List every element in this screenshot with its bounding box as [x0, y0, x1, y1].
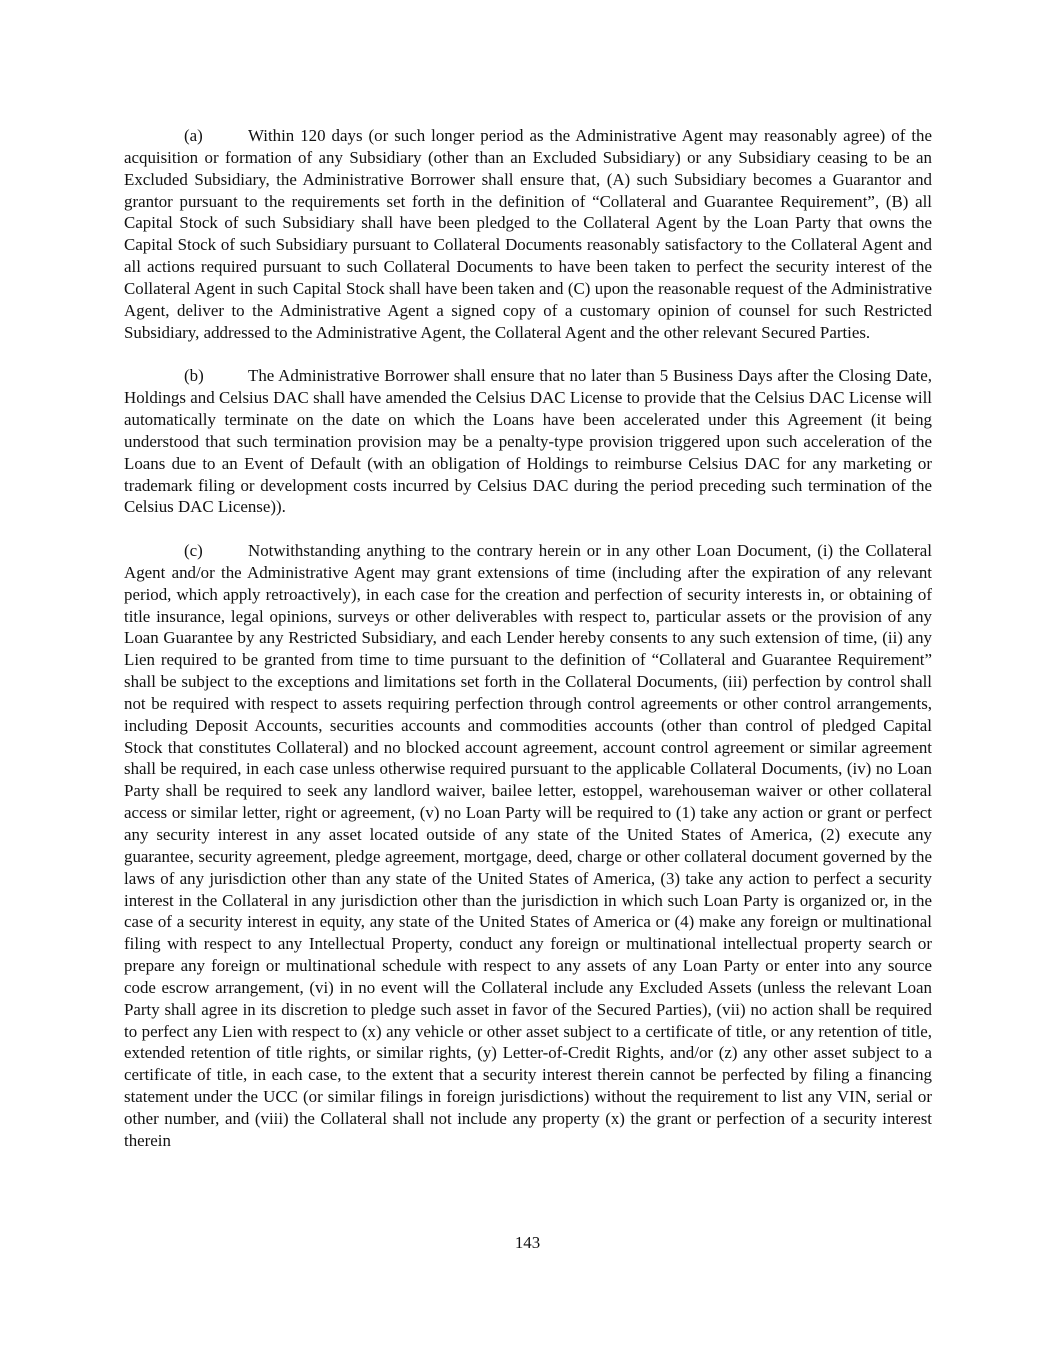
paragraph-b-marker: (b) — [184, 366, 204, 386]
paragraph-a — [124, 125, 932, 343]
paragraph-a-text: Within 120 days (or such longer period as the Administrative Agent may reasonably agree) of the acquisition or formation of any Subsidiary (other than an Excluded Subsidiary) or any Subsidiary ceasing to be an Excluded Subsidiary, the Administrative Borrower shall ensure that, (A) such Subsidiary becomes a Guarantor and grantor pursuant to the requirements set forth in the definition of “Collateral and Guarantee Requirement”, (B) all Capital Stock of such Subsidiary shall have been pledged to the Collateral Agent by the Loan Party that owns the Capital Stock of such Subsidiary pursuant to Collateral Documents reasonably satisfactory to the Collateral Agent and all actions required pursuant to such Collateral Documents to have been taken to perfect the security interest of the Collateral Agent in such Capital Stock shall have been taken and (C) upon the reasonable request of the Administrative Agent, deliver to the Administrative Agent a signed copy of a customary opinion of counsel for such Restricted Subsidiary, addressed to the Administrative Agent, the Collateral Agent and the other relevant Secured Parties. — [124, 126, 932, 342]
paragraph-b — [124, 365, 932, 518]
paragraph-c — [124, 540, 932, 1152]
paragraph-a-marker: (a) — [184, 126, 203, 145]
page-number: 143 — [514, 1233, 541, 1252]
paragraph-b-text: The Administrative Borrower shall ensure that no later than 5 Business Days after the Closing Date, Holdings and Celsius DAC shall have amended the Celsius DAC License to provide that the Celsius DAC License will automatically terminate on the date on which the Loans have been accelerated under this Agreement (it being understood that such termination provision may be a penalty-type provision triggered upon such acceleration of the Loans due to an Event of Default (with an obligation of Holdings to reimburse Celsius DAC for any marketing or trademark filing or development costs incurred by Celsius DAC during the period preceding such termination of the Celsius DAC License)). — [124, 366, 932, 517]
document-body — [124, 125, 932, 1152]
paragraph-c-text: Notwithstanding anything to the contrary herein or in any other Loan Document, (i) the Collateral Agent and/or the Administrative Agent may grant extensions of time (including after the expiration of any relevant period, which apply retroactively), in each case for the creation and perfection of security interests in, or obtaining of title insurance, legal opinions, surveys or other deliverables with respect to, particular assets or the provision of any Loan Guarantee by any Restricted Subsidiary, and each Lender hereby consents to any such extension of time, (ii) any Lien required to be granted from time to time pursuant to the definition of “Collateral and Guarantee Requirement” shall be subject to the exceptions and limitations set forth in the Collateral Documents, (iii) perfection by control shall not be required with respect to assets requiring perfection through control agreements or other control arrangements, including Deposit Accounts, securities accounts and commodities accounts (other than control of pledged Capital Stock that constitutes Collateral) and no blocked account agreement, account control agreement or similar agreement shall be required, in each case unless otherwise required pursuant to the applicable Collateral Documents, (iv) no Loan Party shall be required to seek any landlord waiver, bailee letter, estoppel, warehouseman waiver or other collateral access or similar letter, right or agreement, (v) no Loan Party will be required to (1) take any action or grant or perfect any security interest in any asset located outside of any state of the United States of America, (2) execute any guarantee, security agreement, pledge agreement, mortgage, deed, charge or other collateral document governed by the laws of any jurisdiction other than any state of the United States of America, (3) take any action to perfect a security interest in the Collateral in any jurisdiction other than the jurisdiction in which such Loan Party is organized or, in the case of a security interest in equity, any state of the United States of America or (4) make any foreign or multinational filing with respect to any Intellectual Property, conduct any foreign or multinational intellectual property search or prepare any foreign or multinational schedule with respect to any assets of any Loan Party or enter into any source code escrow arrangement, (vi) in no event will the Collateral include any Excluded Assets (unless the relevant Loan Party shall agree in its discretion to pledge such asset in favor of the Secured Parties), (vii) no action shall be required to perfect any Lien with respect to (x) any vehicle or other asset subject to a certificate of title, or any retention of title, extended retention of title rights, or similar rights, (y) Letter-of-Credit Rights, and/or (z) any other asset subject to a certificate of title, in each case, to the extent that a security interest therein cannot be perfected by filing a financing statement under the UCC (or similar filings in foreign jurisdictions) without the requirement to list any VIN, serial or other number, and (viii) the Collateral shall not include any property (x) the grant or perfection of a security interest therein — [124, 541, 932, 1150]
paragraph-c-marker: (c) — [184, 541, 203, 561]
